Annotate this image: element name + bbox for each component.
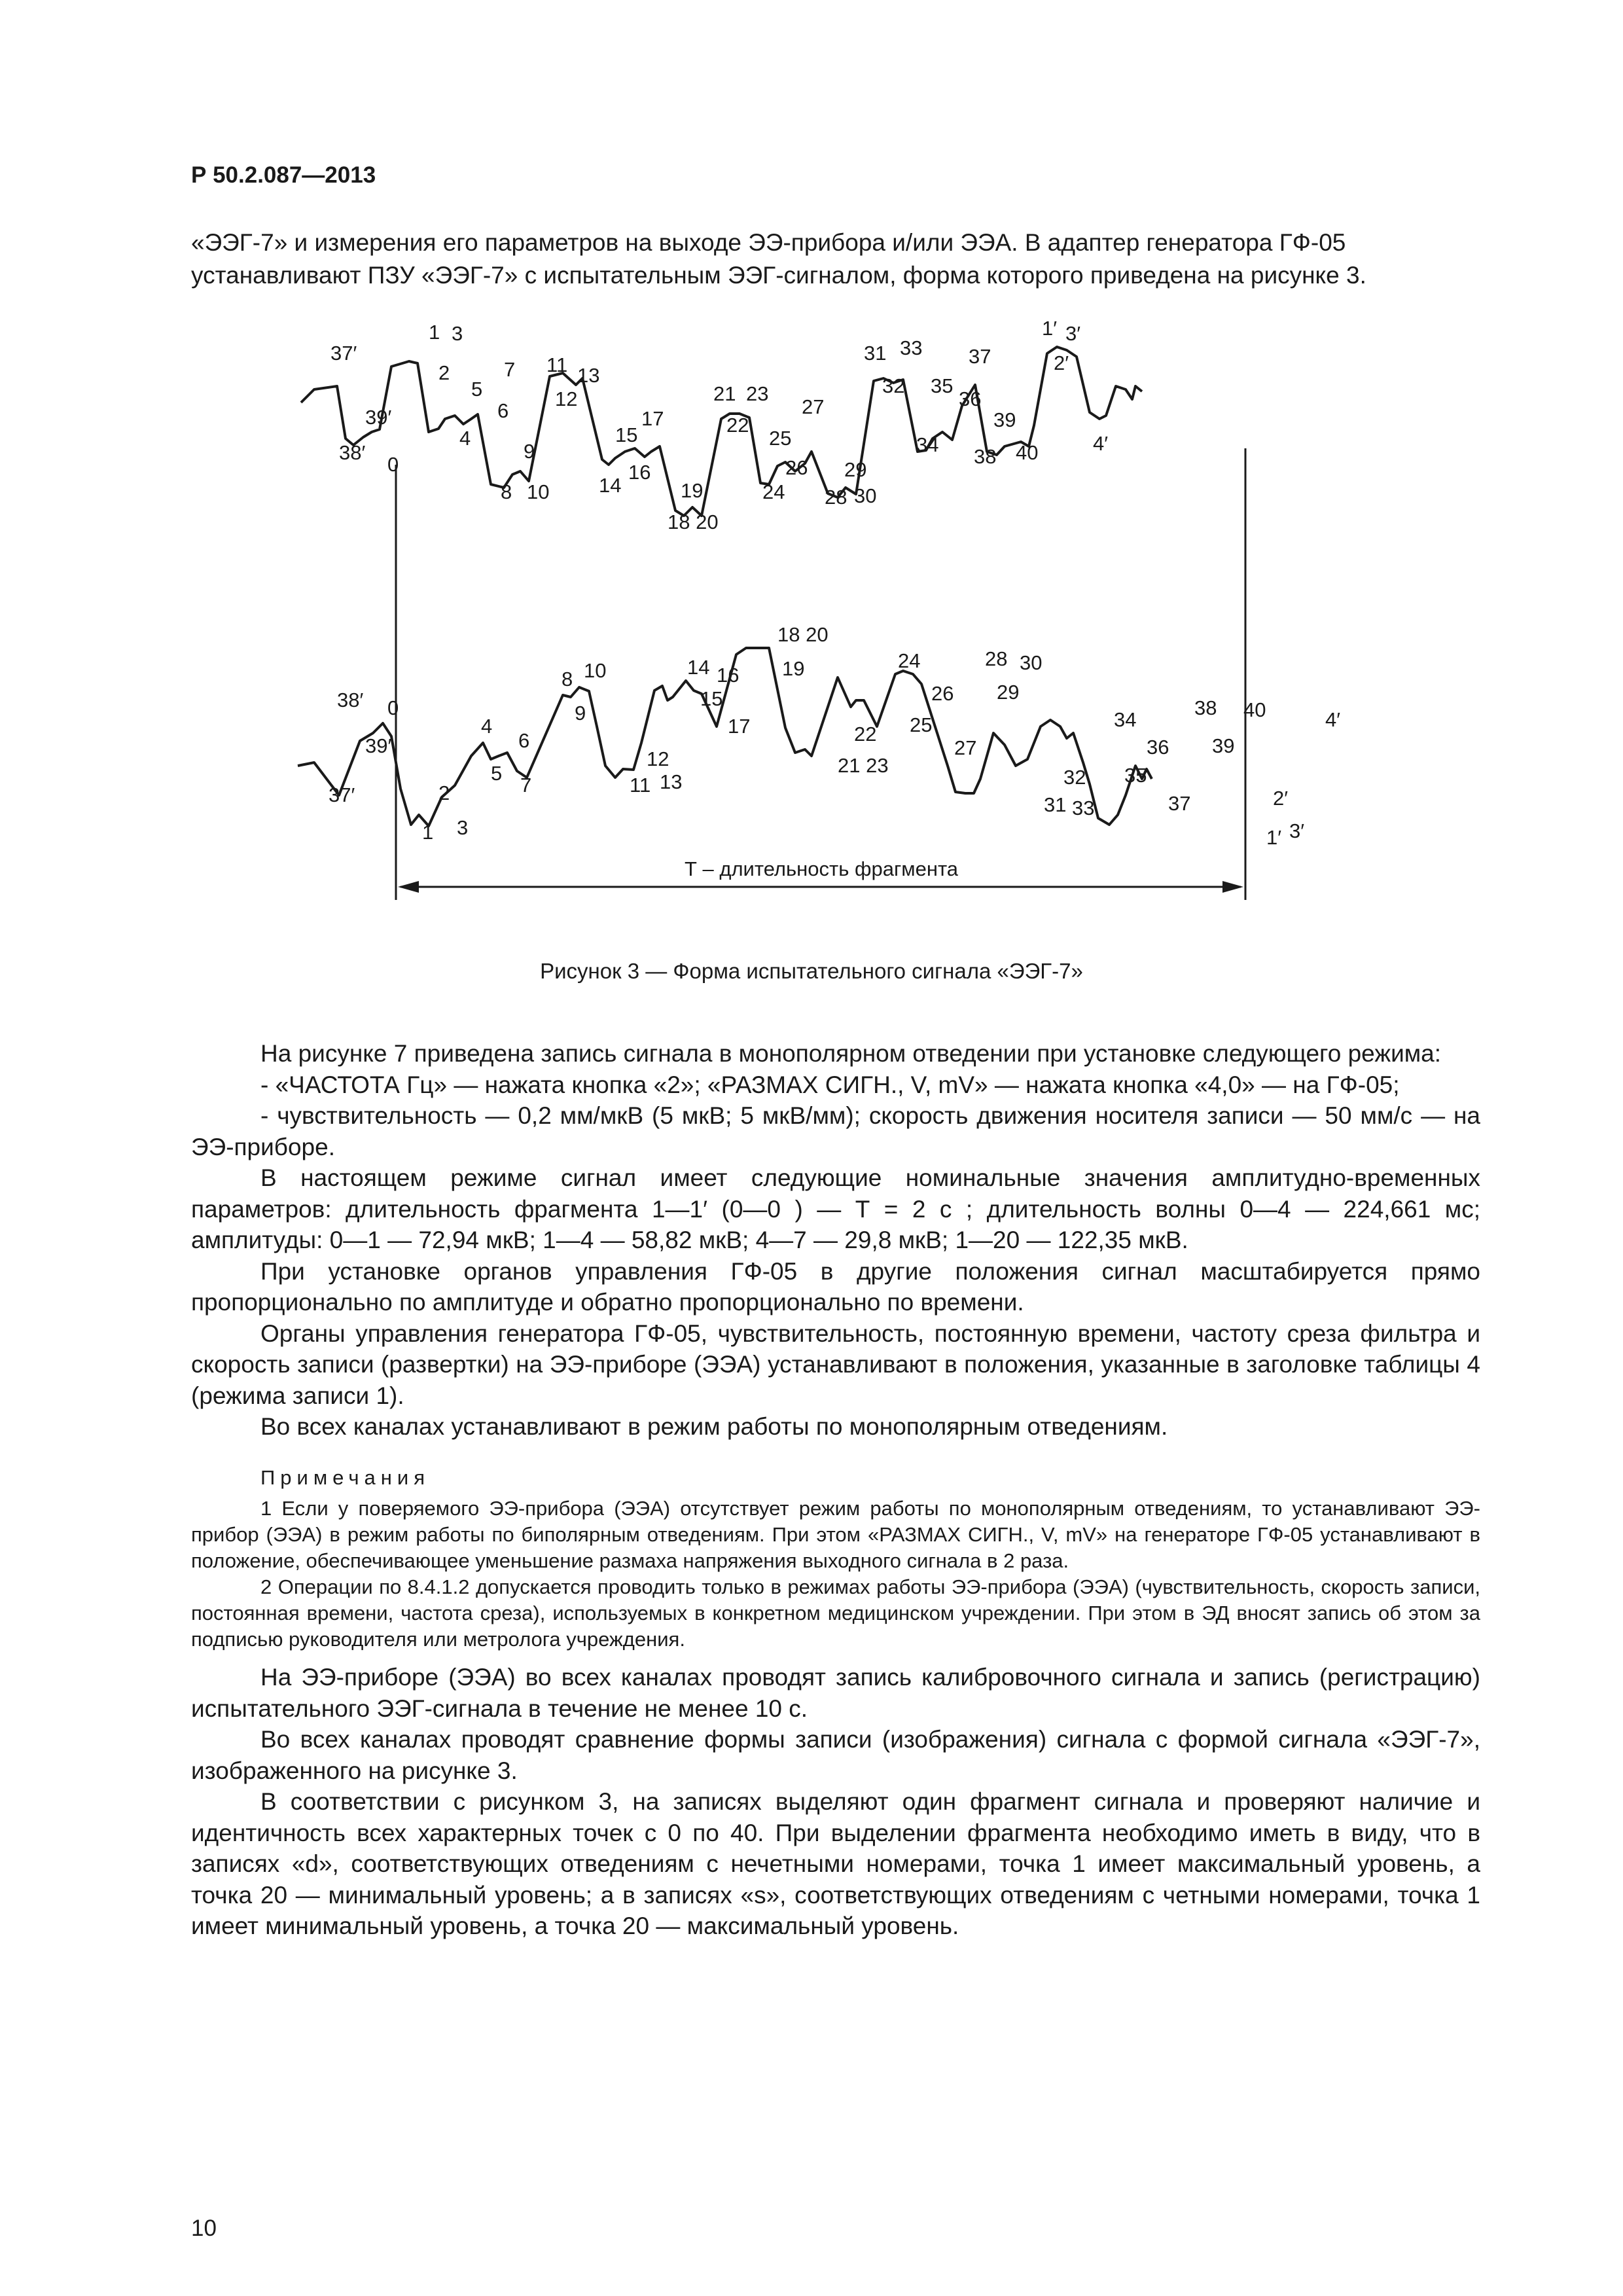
paragraph: При установке органов управления ГФ-05 в другие положения сигнал масштабируется прямо пропорционально по амплитуде и обратно пропорционально по времени. <box>191 1257 1480 1316</box>
point-label: 2 <box>438 361 450 384</box>
point-label: 22 <box>854 723 877 745</box>
point-label: 11 <box>630 774 651 797</box>
point-label: 40 <box>1243 698 1266 721</box>
paragraph: На рисунке 7 приведена запись сигнала в монополярном отведении при установке следующего режима: <box>260 1040 1442 1067</box>
point-label: 0 <box>387 453 399 476</box>
paragraph: Во всех каналах проводят сравнение формы записи (изображения) сигнала с формой сигнала «ЭЭГ-7», изображенного на рисунке 3. <box>191 1726 1480 1784</box>
point-label: 4′ <box>1325 708 1341 731</box>
point-label: 1′ <box>1042 317 1058 340</box>
point-label: 12 <box>647 747 669 770</box>
body-text <box>191 1038 1480 1942</box>
point-label: 0 <box>387 696 399 719</box>
eeg-signal-figure <box>288 308 1414 936</box>
point-label: 10 <box>527 480 550 503</box>
point-label: 1′ <box>1266 826 1282 849</box>
point-label: 34 <box>916 433 939 456</box>
point-label: 21 23 <box>838 754 889 777</box>
point-label: 40 <box>1016 441 1039 464</box>
bottom-trace-labels <box>329 623 1340 849</box>
point-label: 11 <box>546 353 568 376</box>
arrow-head-right <box>1222 881 1243 893</box>
point-label: 32 <box>1063 766 1086 789</box>
point-label: 6 <box>497 399 509 422</box>
point-label: 2 <box>438 781 450 804</box>
notes-heading: Примечания <box>260 1465 430 1489</box>
point-label: 36 <box>1147 736 1169 759</box>
eeg-waveform-diagram <box>288 308 1414 936</box>
note-item: 1 Если у поверяемого ЭЭ-прибора (ЭЭА) отсутствует режим работы по монополярным отведениям, то устанавливают ЭЭ-прибор (ЭЭА) в режим работы по биполярным отведениям. При этом «РАЗМАХ СИГН., V, mV» на генераторе ГФ-05 устанавливают в положение, обеспечивающее уменьшение размаха напряжения выходного сигнала в 2 раза. <box>191 1497 1480 1572</box>
point-label: 8 <box>501 480 512 503</box>
point-label: 15 <box>700 687 723 710</box>
point-label: 2′ <box>1273 787 1289 810</box>
point-label: 4 <box>459 427 471 450</box>
point-label: 19 <box>782 657 805 680</box>
top-waveform <box>301 347 1142 516</box>
paragraph: Органы управления генератора ГФ-05, чувствительность, постоянную времени, частоту среза фильтра и скорость записи (развертки) на ЭЭ-приборе (ЭЭА) устанавливают в положения, указанные в заголовке таблицы 4 (режима записи 1). <box>191 1319 1480 1409</box>
point-label: 35 <box>1124 764 1147 787</box>
point-label: 16 <box>717 664 740 687</box>
point-label: 3′ <box>1289 819 1305 842</box>
point-label: 15 <box>615 423 638 446</box>
point-label: 37′ <box>329 783 355 806</box>
paragraph: Во всех каналах устанавливают в режим работы по монополярным отведениям. <box>260 1413 1168 1440</box>
point-label: 30 <box>1020 651 1043 674</box>
point-label: 37 <box>969 345 991 368</box>
intro-paragraph <box>191 226 1480 292</box>
point-label: 4′ <box>1093 432 1109 455</box>
arrow-head-left <box>398 881 419 893</box>
point-label: 25 <box>769 427 792 450</box>
point-label: 37 <box>1168 792 1191 815</box>
point-label: 24 <box>762 480 785 503</box>
point-label: 37′ <box>330 342 357 365</box>
paragraph: В соответствии с рисунком 3, на записях выделяют один фрагмент сигнала и проверяют наличие и идентичность всех характерных точек с 0 по 40. При выделении фрагмента необходимо иметь в виду, что в записях «d», соответствующих отведениям с нечетными номерами, точка 1 имеет максимальный уровень, а точка 20 — минимальный уровень; а в записях «s», соответствующих отведениям с четными номерами, точка 1 имеет минимальный уровень, а точка 20 — максимальный уровень. <box>191 1788 1480 1939</box>
point-label: 35 <box>931 374 954 397</box>
point-label: 33 <box>900 336 923 359</box>
point-label: 2′ <box>1054 351 1069 374</box>
point-label: 36 <box>959 387 982 410</box>
point-label: 25 <box>910 713 933 736</box>
point-label: 1 <box>429 321 440 344</box>
point-label: 34 <box>1114 708 1137 731</box>
point-label: 29 <box>997 681 1020 704</box>
point-label: 24 <box>898 649 921 672</box>
point-label: 4 <box>481 715 493 738</box>
paragraph: - чувствительность — 0,2 мм/мкВ (5 мкВ; 5 мкВ/мм); скорость движения носителя записи — 50 мм/с — на ЭЭ-приборе. <box>191 1102 1480 1160</box>
point-label: 16 <box>628 461 651 484</box>
point-label: 5 <box>491 762 503 785</box>
point-label: 17 <box>728 715 751 738</box>
point-label: 13 <box>660 770 683 793</box>
point-label: 38′ <box>337 689 364 711</box>
point-label: 19 <box>681 479 704 502</box>
point-label: 3 <box>452 322 463 345</box>
point-label: 38 <box>974 445 997 468</box>
point-label: 27 <box>954 736 977 759</box>
point-label: 3′ <box>1065 322 1081 345</box>
point-label: 31 <box>864 342 887 365</box>
point-label: 18 20 <box>668 511 719 533</box>
point-label: 7 <box>520 774 532 797</box>
point-label: 7 <box>504 358 516 381</box>
point-label: 23 <box>746 382 769 405</box>
point-label: 39′ <box>365 406 392 429</box>
point-label: 38′ <box>339 441 366 464</box>
intro-line: «ЭЭГ-7» и измерения его параметров на выходе ЭЭ-прибора и/или ЭЭА. В адаптер генератора ГФ-05 <box>191 229 1346 256</box>
point-label: 39 <box>1212 734 1235 757</box>
note-item: 2 Операции по 8.4.1.2 допускается проводить только в режимах работы ЭЭ-прибора (ЭЭА) (чувствительность, скорость записи, постоянная времени, частота среза), используемых в конкретном медицинском учреждении. При этом в ЭД вносят запись об этом за подписью руководителя или метролога учреждения. <box>191 1575 1480 1651</box>
point-label: 26 <box>785 456 808 479</box>
point-label: 9 <box>524 440 535 463</box>
point-label: 33 <box>1072 797 1095 819</box>
point-label: 26 <box>931 682 954 705</box>
page-number: 10 <box>191 2215 217 2241</box>
point-label: 5 <box>471 378 483 401</box>
point-label: 21 <box>713 382 736 405</box>
point-label: 14 <box>599 474 622 497</box>
paragraph: - «ЧАСТОТА Гц» — нажата кнопка «2»; «РАЗМАХ СИГН., V, mV» — нажата кнопка «4,0» — на ГФ-05; <box>260 1071 1400 1098</box>
paragraph: На ЭЭ-приборе (ЭЭА) во всех каналах проводят запись калибровочного сигнала и запись (регистрацию) испытательного ЭЭГ-сигнала в течение не менее 10 с. <box>191 1664 1480 1722</box>
point-label: 28 <box>985 647 1008 670</box>
point-label: 10 <box>584 659 607 682</box>
point-label: 12 <box>555 387 578 410</box>
point-label: 29 <box>844 458 867 481</box>
point-label: 32 <box>882 374 905 397</box>
document-code: Р 50.2.087—2013 <box>191 162 376 188</box>
intro-line: устанавливают ПЗУ «ЭЭГ-7» с испытательным ЭЭГ-сигналом, форма которого приведена на рисунке 3. <box>191 262 1366 289</box>
point-label: 18 20 <box>777 623 829 646</box>
point-label: 13 <box>577 364 600 387</box>
point-label: 6 <box>518 729 530 752</box>
point-label: 31 <box>1044 793 1067 816</box>
point-label: 28 <box>825 486 847 509</box>
point-label: 17 <box>641 407 664 430</box>
figure-caption: Рисунок 3 — Форма испытательного сигнала «ЭЭГ-7» <box>540 959 1083 983</box>
duration-label: Т – длительность фрагмента <box>684 857 959 880</box>
point-label: 39′ <box>365 734 392 757</box>
paragraph: В настоящем режиме сигнал имеет следующие номинальные значения амплитудно-временных параметров: длительность фрагмента 1—1′ (0—0 ) — Т = 2 с ; длительность волны 0—4 — 224,661 мс; амплитуды: 0—1 — 72,94 мкВ; 1—4 — 58,82 мкВ; 4—7 — 29,8 мкВ; 1—20 — 122,35 мкВ. <box>191 1164 1480 1253</box>
point-label: 8 <box>562 668 573 691</box>
point-label: 38 <box>1194 696 1217 719</box>
point-label: 27 <box>802 395 825 418</box>
point-label: 3 <box>457 816 469 839</box>
point-label: 22 <box>726 414 749 437</box>
point-label: 1 <box>422 821 434 844</box>
point-label: 30 <box>854 484 877 507</box>
point-label: 39 <box>993 408 1016 431</box>
point-label: 14 <box>687 656 710 679</box>
point-label: 9 <box>575 702 586 725</box>
